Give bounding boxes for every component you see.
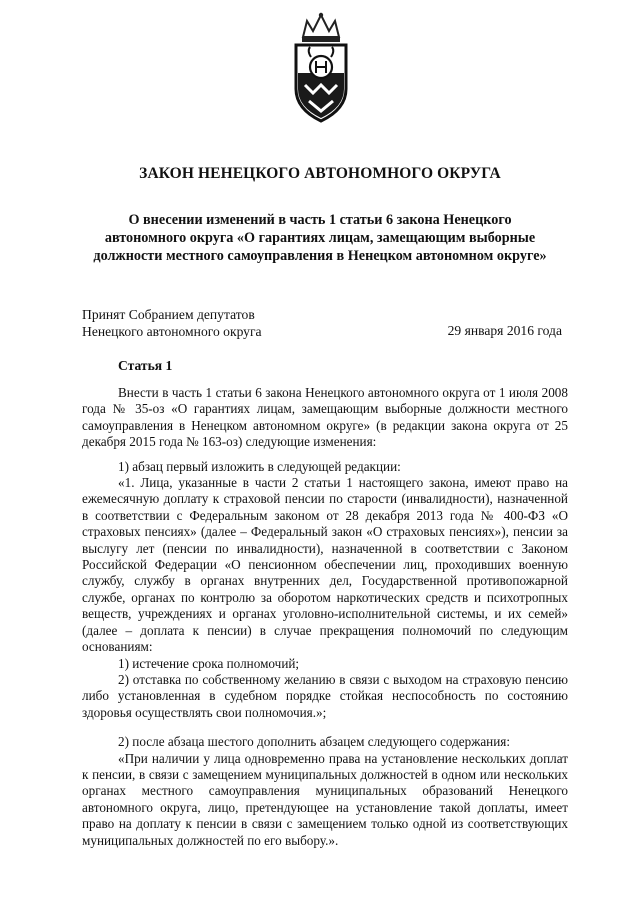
law-subject xyxy=(0,211,640,265)
paragraph: 1) абзац первый изложить в следующей редакции: xyxy=(118,458,401,474)
paragraph: «1. Лица, указанные в части 2 статьи 1 настоящего закона, имеют право на ежемесячную доплату к страховой пенсии по старости (инвалидности), назначенной в соответствии с Федеральным законом от 28 декабря 2013 года № 400-ФЗ «О страховых пенсиях» (далее – Федеральный закон «О страховых пенсиях»), пенсии за выслугу лет (пенсии по инвалидности), назначенной в соответствии с Законом Российской Федерации «О пенсионном обеспечении лиц, проходивших военную службу, службу в органах внутренних дел, Государственной противопожарной службе, органах по контролю за оборотом наркотических средств и психотропных веществ, учреждениях и органах уголовно-исполнительной системы, и их семей» (далее – доплата к пенсии) в случае прекращения полномочий по следующим основаниям: xyxy=(82,475,568,655)
adoption-info xyxy=(82,306,262,340)
subject-line: должности местного самоуправления в Ненецком автономном округе» xyxy=(93,248,547,264)
coat-of-arms-icon xyxy=(283,11,359,129)
adopted-by-line: Принят Собранием депутатов xyxy=(82,307,255,322)
article-body xyxy=(82,385,568,849)
paragraph: 1) истечение срока полномочий; xyxy=(118,655,300,671)
adopted-by-line: Ненецкого автономного округа xyxy=(82,324,262,339)
paragraph: «При наличии у лица одновременно права на установление нескольких доплат к пенсии, в связи с замещением муниципальных должностей в одном или нескольких органах местного самоуправления муниципальных образований Ненецкого автономного округа, лицо, претендующее на установление такой доплаты, имеет право на доплату к пенсии в связи с замещением только одной из соответствующих муниципальных должностей по его выбору.». xyxy=(82,750,568,848)
article-title: Статья 1 xyxy=(118,358,173,373)
adoption-date: 29 января 2016 года xyxy=(447,323,562,338)
paragraph: 2) после абзаца шестого дополнить абзацем следующего содержания: xyxy=(118,734,511,750)
subject-line: О внесении изменений в часть 1 статьи 6 закона Ненецкого xyxy=(128,212,512,228)
paragraph: 2) отставка по собственному желанию в связи с выходом на страховую пенсию либо установленная в судебном порядке стойкая неспособность по состоянию здоровья осуществлять свои полномочия.»; xyxy=(82,671,568,720)
paragraph: Внести в часть 1 статьи 6 закона Ненецкого автономного округа от 1 июля 2008 года № 35-оз «О гарантиях лицам, замещающим выборные должности местного самоуправления в Ненецком автономном округе» (в редакции закона округа от 25 декабря 2015 года № 163-оз) следующие изменения: xyxy=(82,385,568,450)
law-title: ЗАКОН НЕНЕЦКОГО АВТОНОМНОГО ОКРУГА xyxy=(139,165,501,182)
subject-line: автономного округа «О гарантиях лицам, замещающим выборные xyxy=(104,230,536,246)
